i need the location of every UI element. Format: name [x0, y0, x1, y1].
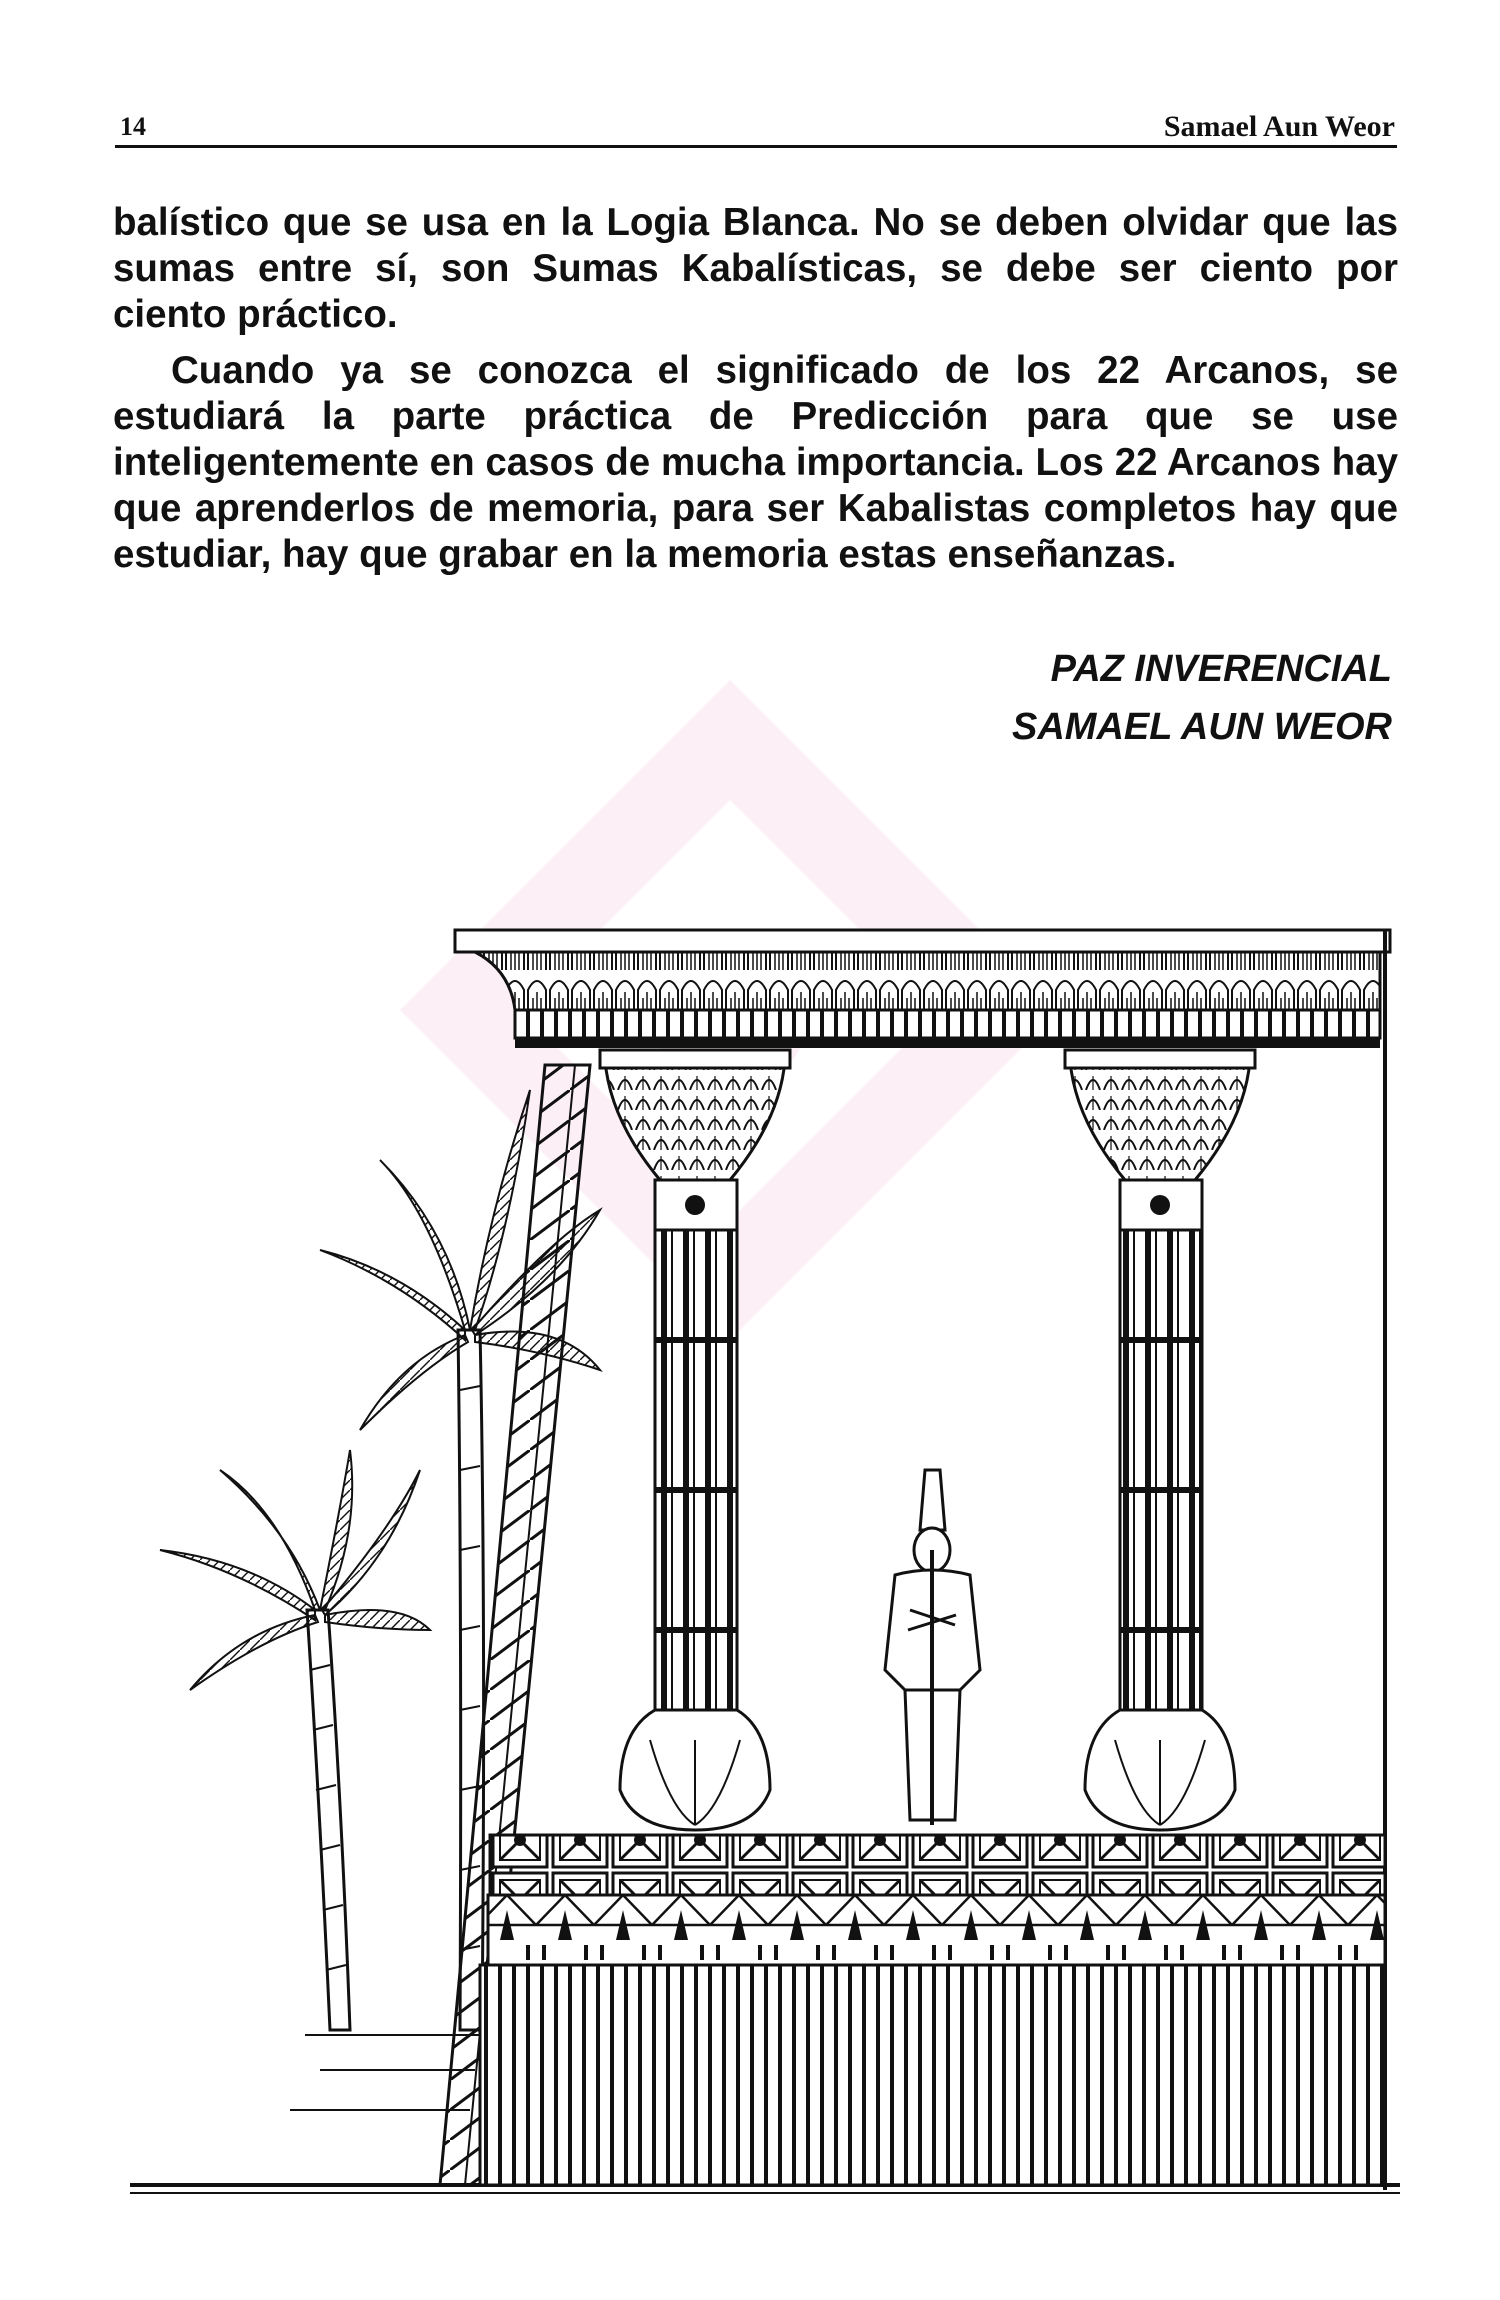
column-right: [1065, 1050, 1255, 1830]
page-number: 14: [120, 112, 146, 141]
signature-line-1: PAZ INVERENCIAL: [1050, 648, 1392, 690]
body-text: [113, 200, 1398, 588]
temple-cornice: [455, 930, 1390, 1048]
paragraph: Cuando ya se conozca el significado de los 22 Arcanos, se estudiará la parte práctica de Predicción para que se use inteligentemente en casos de mucha importancia. Los 22 Arcanos hay que aprenderlos de memoria, para ser Kabalistas completos hay que estudiar, hay que grabar en la memoria estas enseñanzas.: [113, 349, 1398, 576]
temple-illustration: [130, 910, 1400, 2210]
header-rule: [115, 145, 1397, 148]
temple-base: [480, 1835, 1385, 2185]
osiris-statue: [885, 1470, 980, 1825]
signature-line-2: SAMAEL AUN WEOR: [1012, 706, 1392, 748]
running-title: Samael Aun Weor: [1163, 110, 1395, 143]
column-left: [600, 1050, 790, 1830]
paragraph: balístico que se usa en la Logia Blanca. No se deben olvidar que las sumas entre sí, son Sumas Kabalísticas, se debe ser ciento por ciento práctico.: [113, 201, 1398, 336]
palm-tree-left: [160, 1450, 430, 2030]
